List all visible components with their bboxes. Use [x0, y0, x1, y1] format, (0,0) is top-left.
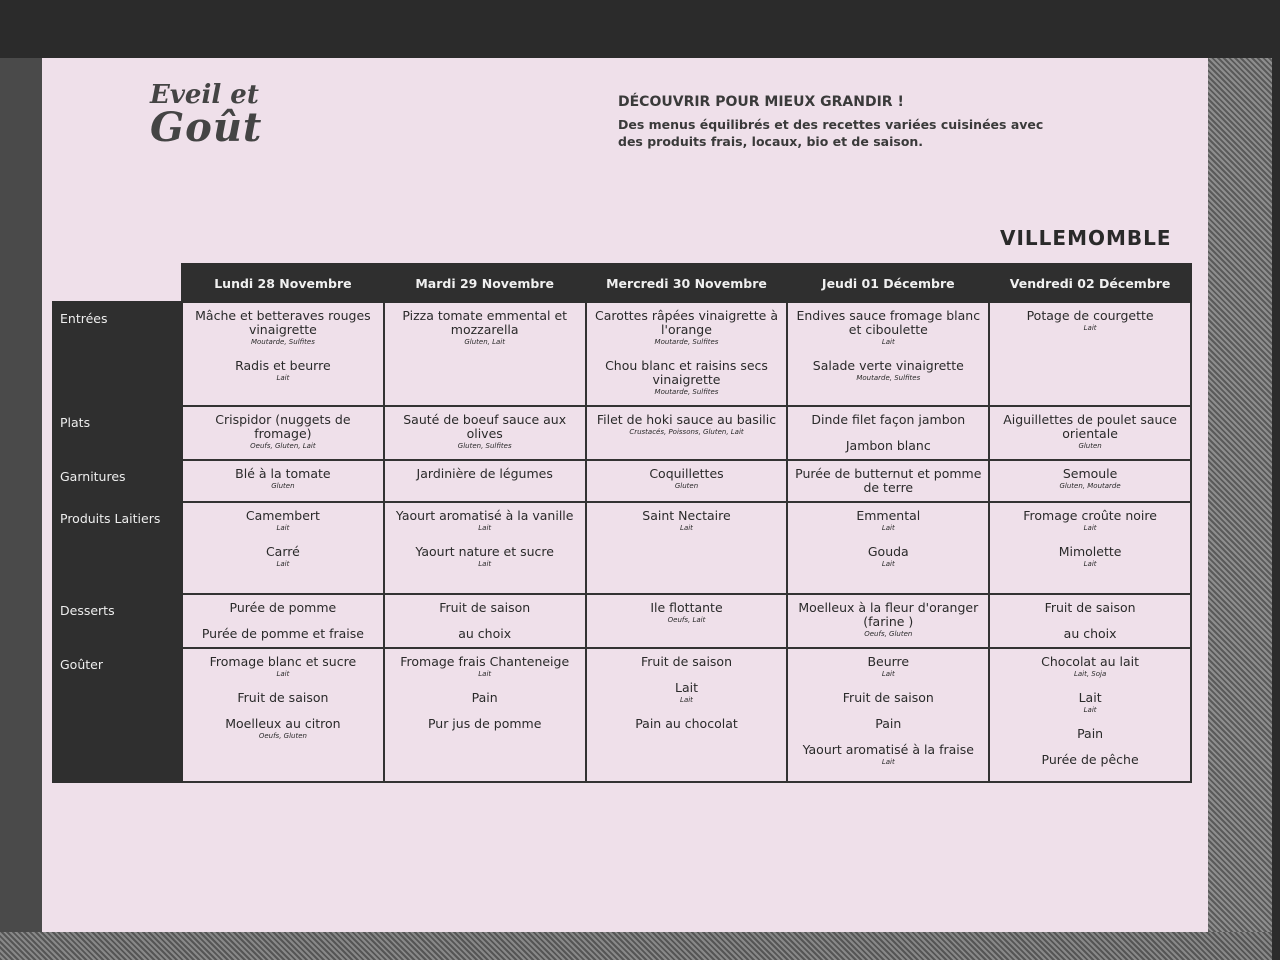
allergen-list: Lait	[1083, 324, 1097, 332]
allergen-list: Lait	[1083, 560, 1097, 568]
menu-cell	[182, 406, 384, 460]
menu-item	[794, 509, 982, 533]
dish-name: Fromage croûte noire	[1023, 508, 1157, 523]
menu-cell	[586, 460, 788, 502]
menu-cell	[989, 502, 1191, 594]
menu-row	[53, 406, 1191, 460]
city-name: VILLEMOMBLE	[1000, 226, 1172, 250]
menu-cell	[384, 502, 586, 594]
menu-item	[189, 717, 377, 741]
dish-name: Gouda	[867, 544, 909, 559]
allergen-list: Lait	[478, 670, 492, 678]
dish-name: au choix	[1063, 626, 1117, 641]
allergen-list: Gluten, Lait	[464, 338, 505, 346]
dish-name: Moelleux au citron	[225, 716, 341, 731]
allergen-list: Gluten, Moutarde	[1059, 482, 1121, 490]
dish-name: Semoule	[1062, 466, 1118, 481]
menu-cell	[384, 460, 586, 502]
tagline-body: Des menus équilibrés et des recettes variées cuisinées avec des produits frais, locaux, bio et de saison.	[618, 117, 1044, 149]
menu-item	[189, 545, 377, 569]
menu-item	[996, 627, 1184, 641]
menu-item	[189, 309, 377, 347]
menu-cell	[586, 406, 788, 460]
allergen-list: Lait	[276, 560, 290, 568]
allergen-list: Lait	[1083, 706, 1097, 714]
day-header: Vendredi 02 Décembre	[989, 264, 1191, 302]
dish-name: Pizza tomate emmental et mozzarella	[402, 308, 568, 337]
dish-name: Purée de butternut et pomme de terre	[795, 466, 982, 495]
logo-line2: Goût	[150, 104, 263, 151]
menu-item	[189, 627, 377, 641]
menu-item	[794, 691, 982, 705]
menu-item	[996, 655, 1184, 679]
dish-name: Filet de hoki sauce au basilic	[596, 412, 777, 427]
dish-name: Purée de pêche	[1041, 752, 1139, 767]
dish-name: Dinde filet façon jambon	[811, 412, 966, 427]
menu-item	[794, 309, 982, 347]
category-label: Plats	[53, 406, 182, 460]
allergen-list: Gluten	[271, 482, 295, 490]
menu-item	[593, 413, 781, 437]
dish-name: Pain	[471, 690, 498, 705]
allergen-list: Gluten	[1078, 442, 1102, 450]
menu-item	[593, 509, 781, 533]
day-header: Jeudi 01 Décembre	[787, 264, 989, 302]
dish-name: Crispidor (nuggets de fromage)	[215, 412, 351, 441]
menu-cell	[586, 302, 788, 406]
allergen-list: Moutarde, Sulfites	[250, 338, 315, 346]
dish-name: Jardinière de légumes	[416, 466, 553, 481]
allergen-list: Lait	[881, 560, 895, 568]
allergen-list: Oeufs, Gluten	[258, 732, 307, 740]
menu-item	[189, 467, 377, 491]
allergen-list: Oeufs, Gluten, Lait	[250, 442, 316, 450]
decorative-bottom-strip	[0, 932, 1272, 960]
menu-item	[794, 359, 982, 383]
dish-name: Purée de pomme	[229, 600, 337, 615]
day-header: Lundi 28 Novembre	[182, 264, 384, 302]
menu-cell	[787, 406, 989, 460]
dish-name: Jambon blanc	[845, 438, 931, 453]
menu-cell	[586, 502, 788, 594]
allergen-list: Lait	[680, 524, 693, 532]
menu-item	[593, 309, 781, 347]
dish-name: Purée de pomme et fraise	[201, 626, 364, 641]
allergen-list: Gluten, Sulfites	[457, 442, 512, 450]
menu-cell	[787, 460, 989, 502]
category-label: Garnitures	[53, 460, 182, 502]
menu-item	[794, 717, 982, 731]
decorative-left-strip	[0, 58, 42, 960]
menu-cell	[182, 502, 384, 594]
menu-row	[53, 502, 1191, 594]
dish-name: Coquillettes	[649, 466, 724, 481]
dish-name: Carré	[265, 544, 300, 559]
allergen-list: Oeufs, Lait	[667, 616, 706, 624]
dish-name: Chou blanc et raisins secs vinaigrette	[605, 358, 768, 387]
allergen-list: Lait	[276, 524, 290, 532]
allergen-list: Lait	[478, 560, 492, 568]
menu-cell	[787, 302, 989, 406]
menu-item	[391, 309, 579, 347]
dish-name: au choix	[458, 626, 512, 641]
dish-name: Fruit de saison	[1044, 600, 1136, 615]
menu-item	[391, 467, 579, 481]
allergen-list: Moutarde, Sulfites	[654, 388, 719, 396]
tagline	[618, 94, 1058, 150]
decorative-right-strip	[1208, 58, 1272, 960]
table-corner	[53, 264, 182, 302]
menu-sheet	[0, 58, 1272, 960]
dish-name: Lait	[674, 680, 698, 695]
dish-name: Radis et beurre	[235, 358, 331, 373]
menu-cell	[989, 460, 1191, 502]
menu-item	[794, 413, 982, 427]
menu-item	[189, 413, 377, 451]
menu-item	[391, 601, 579, 615]
menu-cell	[989, 594, 1191, 648]
menu-cell	[989, 302, 1191, 406]
dish-name: Yaourt aromatisé à la vanille	[395, 508, 574, 523]
dish-name: Carottes râpées vinaigrette à l'orange	[594, 308, 778, 337]
dish-name: Fromage blanc et sucre	[209, 654, 357, 669]
allergen-list: Lait, Soja	[1073, 670, 1107, 678]
dish-name: Pain	[1077, 726, 1104, 741]
dish-name: Mimolette	[1058, 544, 1122, 559]
menu-item	[391, 509, 579, 533]
allergen-list: Lait	[881, 524, 895, 532]
allergen-list: Lait	[276, 374, 290, 382]
menu-item	[593, 359, 781, 397]
menu-item	[189, 691, 377, 705]
dish-name: Yaourt nature et sucre	[415, 544, 554, 559]
menu-cell	[384, 406, 586, 460]
allergen-list: Lait	[478, 524, 492, 532]
menu-item	[189, 601, 377, 615]
menu-cell	[787, 594, 989, 648]
menu-item	[996, 467, 1184, 491]
menu-cell	[182, 302, 384, 406]
dish-name: Beurre	[867, 654, 910, 669]
allergen-list: Lait	[881, 758, 895, 766]
tagline-title: DÉCOUVRIR POUR MIEUX GRANDIR !	[618, 94, 904, 110]
dish-name: Pain	[875, 716, 902, 731]
allergen-list: Oeufs, Gluten	[864, 630, 913, 638]
dish-name: Fruit de saison	[842, 690, 934, 705]
menu-item	[189, 655, 377, 679]
menu-cell	[384, 594, 586, 648]
dish-name: Saint Nectaire	[642, 508, 731, 523]
menu-item	[189, 359, 377, 383]
menu-item	[391, 627, 579, 641]
menu-item	[996, 753, 1184, 767]
dish-name: Yaourt aromatisé à la fraise	[802, 742, 974, 757]
menu-cell	[787, 648, 989, 782]
menu-item	[996, 727, 1184, 741]
category-label: Produits Laitiers	[53, 502, 182, 594]
category-label: Goûter	[53, 648, 182, 782]
menu-cell	[384, 648, 586, 782]
dish-name: Pain au chocolat	[635, 716, 738, 731]
menu-row	[53, 648, 1191, 782]
dish-name: Moelleux à la fleur d'oranger (farine )	[798, 600, 979, 629]
dish-name: Emmental	[856, 508, 921, 523]
allergen-list: Lait	[680, 696, 693, 704]
menu-item	[593, 681, 781, 705]
menu-item	[593, 467, 781, 491]
menu-item	[794, 743, 982, 767]
menu-item	[996, 601, 1184, 615]
menu-cell	[989, 406, 1191, 460]
menu-cell	[182, 648, 384, 782]
day-header: Mardi 29 Novembre	[384, 264, 586, 302]
menu-item	[996, 545, 1184, 569]
menu-item	[794, 655, 982, 679]
dish-name: Aiguillettes de poulet sauce orientale	[1003, 412, 1177, 441]
allergen-list: Moutarde, Sulfites	[654, 338, 719, 346]
menu-row	[53, 460, 1191, 502]
day-header-row	[53, 264, 1191, 302]
menu-item	[391, 691, 579, 705]
dish-name: Potage de courgette	[1026, 308, 1154, 323]
allergen-list: Crustacés, Poissons, Gluten, Lait	[629, 428, 744, 436]
dish-name: Fruit de saison	[640, 654, 732, 669]
allergen-list: Lait	[881, 670, 895, 678]
menu-item	[391, 413, 579, 451]
dish-name: Camembert	[245, 508, 320, 523]
dish-name: Blé à la tomate	[235, 466, 331, 481]
menu-item	[391, 655, 579, 679]
dish-name: Fruit de saison	[237, 690, 329, 705]
menu-item	[391, 717, 579, 731]
allergen-list: Lait	[881, 338, 895, 346]
menu-cell	[787, 502, 989, 594]
menu-item	[593, 601, 781, 625]
menu-item	[794, 545, 982, 569]
menu-item	[794, 439, 982, 453]
dish-name: Endives sauce fromage blanc et ciboulette	[796, 308, 981, 337]
dish-name: Salade verte vinaigrette	[812, 358, 964, 373]
menu-cell	[182, 594, 384, 648]
allergen-list: Moutarde, Sulfites	[856, 374, 921, 382]
menu-item	[593, 655, 781, 669]
day-header: Mercredi 30 Novembre	[586, 264, 788, 302]
menu-item	[794, 601, 982, 639]
allergen-list: Gluten	[674, 482, 699, 490]
menu-item	[189, 509, 377, 533]
dish-name: Chocolat au lait	[1041, 654, 1140, 669]
category-label: Entrées	[53, 302, 182, 406]
menu-item	[996, 309, 1184, 333]
brand-logo	[150, 80, 262, 151]
menu-cell	[384, 302, 586, 406]
menu-item	[593, 717, 781, 731]
menu-cell	[586, 594, 788, 648]
dish-name: Fromage frais Chanteneige	[400, 654, 570, 669]
dish-name: Fruit de saison	[439, 600, 531, 615]
dish-name: Sauté de boeuf sauce aux olives	[403, 412, 567, 441]
menu-cell	[586, 648, 788, 782]
dish-name: Mâche et betteraves rouges vinaigrette	[195, 308, 371, 337]
menu-item	[391, 545, 579, 569]
menu-row	[53, 594, 1191, 648]
menu-item	[996, 413, 1184, 451]
dish-name: Lait	[1078, 690, 1102, 705]
menu-body	[53, 302, 1191, 782]
menu-item	[794, 467, 982, 495]
dish-name: Ile flottante	[650, 600, 723, 615]
category-label: Desserts	[53, 594, 182, 648]
menu-item	[996, 509, 1184, 533]
allergen-list: Lait	[1083, 524, 1097, 532]
menu-cell	[989, 648, 1191, 782]
dish-name: Pur jus de pomme	[427, 716, 542, 731]
menu-table	[52, 263, 1192, 783]
menu-cell	[182, 460, 384, 502]
allergen-list: Lait	[276, 670, 290, 678]
menu-row	[53, 302, 1191, 406]
menu-item	[996, 691, 1184, 715]
logo-line1: Eveil et	[150, 80, 259, 110]
